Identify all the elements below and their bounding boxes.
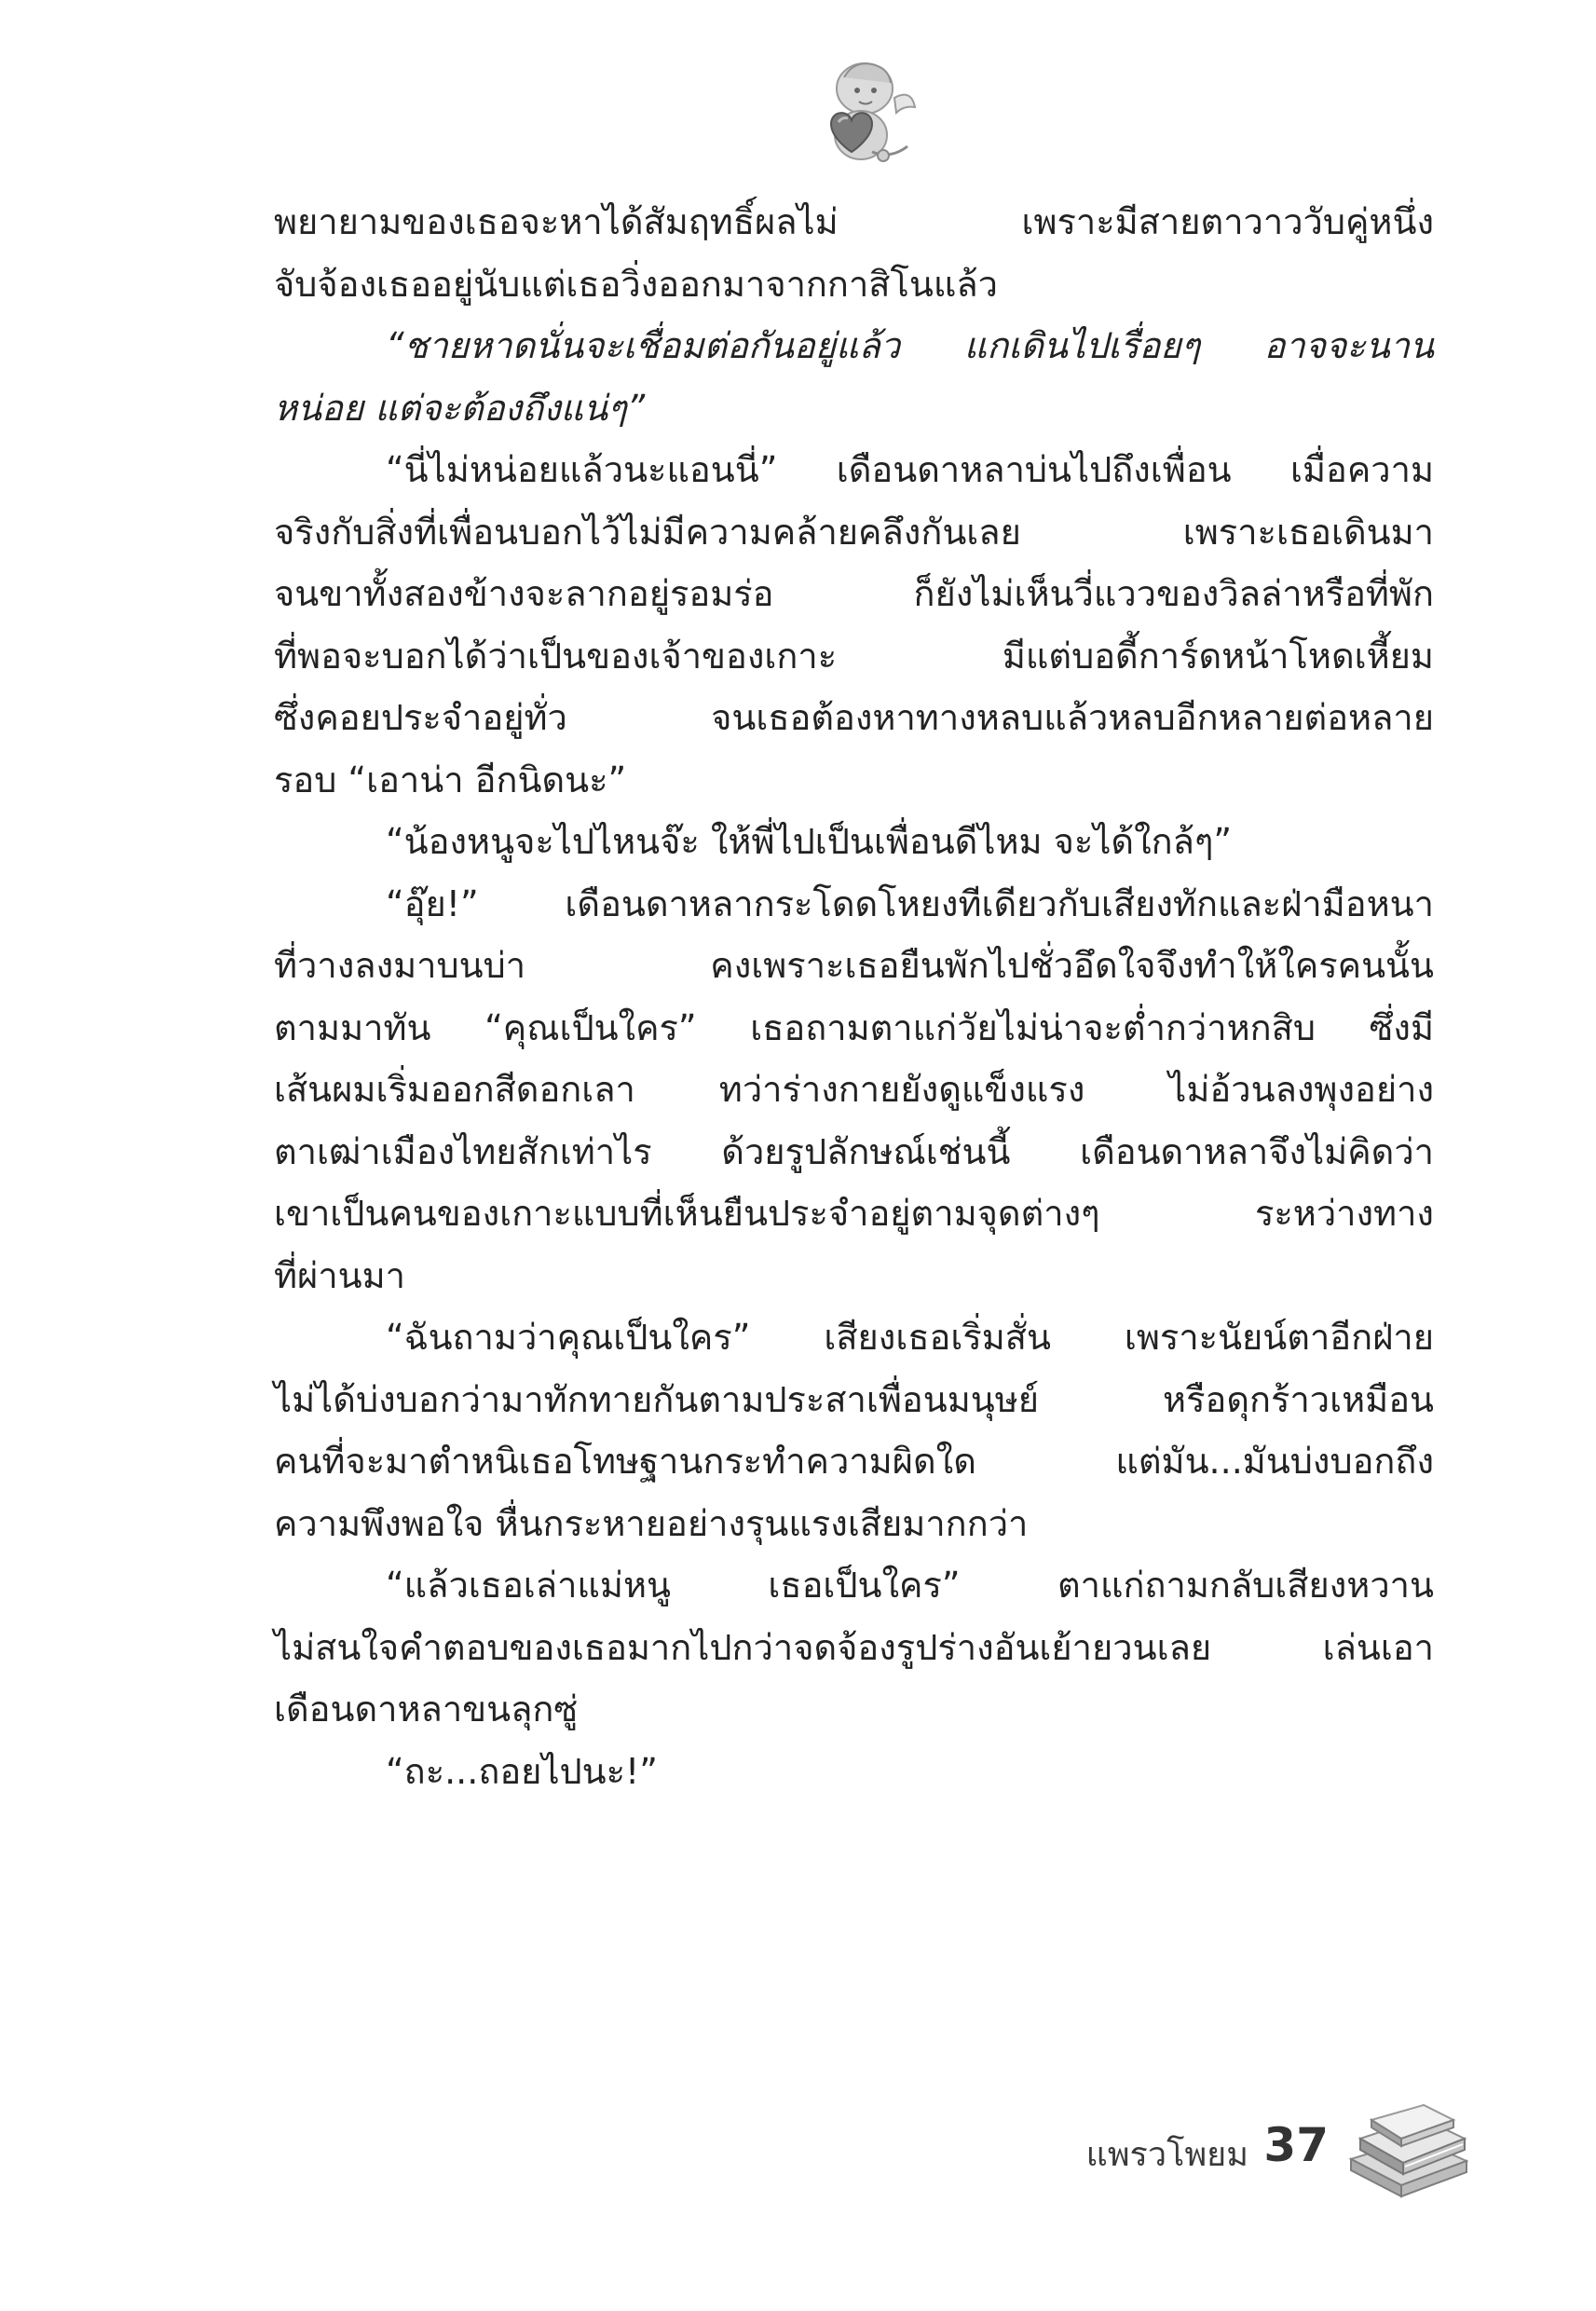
text-line: ที่วางลงมาบนบ่า คงเพราะเธอยืนพักไปชั่วอึดใจจึงทำให้ใครคนนั้น bbox=[274, 945, 1434, 986]
text-line: ซึ่งคอยประจำอยู่ทั่ว จนเธอต้องหาทางหลบแล้วหลบอีกหลายต่อหลาย bbox=[274, 697, 1434, 738]
text-line: จับจ้องเธออยู่นับแต่เธอวิ่งออกมาจากกาสิโนแล้ว bbox=[274, 263, 998, 305]
text-line: “นี่ไม่หน่อยแล้วนะแอนนี่” เดือนดาหลาบ่นไปถึงเพื่อน เมื่อความ bbox=[386, 449, 1434, 490]
text-line: ที่ผ่านมา bbox=[274, 1254, 406, 1296]
page-footer bbox=[0, 2101, 1596, 2213]
stacked-books-icon bbox=[1344, 2101, 1474, 2204]
text-line: “อุ๊ย!” เดือนดาหลากระโดดโหยงทีเดียวกับเสียงทักและฝ่ามือหนา bbox=[386, 882, 1434, 924]
text-line: “น้องหนูจะไปไหนจ๊ะ ให้พี่ไปเป็นเพื่อนดีไหม จะได้ใกล้ๆ” bbox=[386, 821, 1233, 862]
text-line: รอบ “เอาน่า อีกนิดนะ” bbox=[274, 759, 627, 800]
text-line: เดือนดาหลาขนลุกซู่ bbox=[274, 1689, 579, 1730]
running-title: แพรวโพยม bbox=[1085, 2136, 1248, 2174]
text-line: เขาเป็นคนของเกาะแบบที่เห็นยืนประจำอยู่ตามจุดต่างๆ ระหว่างทาง bbox=[274, 1193, 1434, 1234]
text-line: “ชายหาดนั่นจะเชื่อมต่อกันอยู่แล้ว แกเดินไปเรื่อยๆ อาจจะนาน bbox=[386, 325, 1434, 366]
text-line: เส้นผมเริ่มออกสีดอกเลา ทว่าร่างกายยังดูแข็งแรง ไม่อ้วนลงพุงอย่าง bbox=[274, 1069, 1434, 1110]
text-line: ตาเฒ่าเมืองไทยสักเท่าไร ด้วยรูปลักษณ์เช่นนี้ เดือนดาหลาจึงไม่คิดว่า bbox=[274, 1130, 1434, 1172]
text-line: ไม่ได้บ่งบอกว่ามาทักทายกันตามประสาเพื่อนมนุษย์ หรือดุกร้าวเหมือน bbox=[274, 1378, 1434, 1420]
text-line: จริงกับสิ่งที่เพื่อนบอกไว้ไม่มีความคล้ายคลึงกันเลย เพราะเธอเดินมา bbox=[274, 511, 1434, 553]
text-line: ที่พอจะบอกได้ว่าเป็นของเจ้าของเกาะ มีแต่บอดี้การ์ดหน้าโหดเหี้ยม bbox=[274, 635, 1434, 677]
page-number: 37 bbox=[1263, 2118, 1329, 2172]
text-line: ความพึงพอใจ หื่นกระหายอย่างรุนแรงเสียมากกว่า bbox=[274, 1502, 1029, 1544]
cherub-with-heart-icon bbox=[798, 51, 919, 172]
text-line: “แล้วเธอเล่าแม่หนู เธอเป็นใคร” ตาแก่ถามกลับเสียงหวาน bbox=[386, 1565, 1434, 1606]
text-line: ไม่สนใจคำตอบของเธอมากไปกว่าจดจ้องรูปร่างอันเย้ายวนเลย เล่นเอา bbox=[274, 1626, 1434, 1668]
text-line: ตามมาทัน “คุณเป็นใคร” เธอถามตาแก่วัยไม่น่าจะต่ำกว่าหกสิบ ซึ่งมี bbox=[274, 1006, 1434, 1048]
text-line: คนที่จะมาตำหนิเธอโทษฐานกระทำความผิดใด แต่มัน...มันบ่งบอกถึง bbox=[274, 1441, 1434, 1482]
text-line: จนขาทั้งสองข้างจะลากอยู่รอมร่อ ก็ยังไม่เห็นวี่แววของวิลล่าหรือที่พัก bbox=[274, 573, 1434, 614]
text-line: “ถะ...ถอยไปนะ!” bbox=[386, 1750, 658, 1792]
text-line: “ฉันถามว่าคุณเป็นใคร” เสียงเธอเริ่มสั่น เพราะนัยน์ตาอีกฝ่าย bbox=[386, 1317, 1434, 1358]
text-line: พยายามของเธอจะหาได้สัมฤทธิ์ผลไม่ เพราะมีสายตาวาววับคู่หนึ่ง bbox=[274, 201, 1434, 242]
text-line: หน่อย แต่จะต้องถึงแน่ๆ” bbox=[274, 387, 646, 429]
page-body bbox=[274, 191, 1434, 1802]
